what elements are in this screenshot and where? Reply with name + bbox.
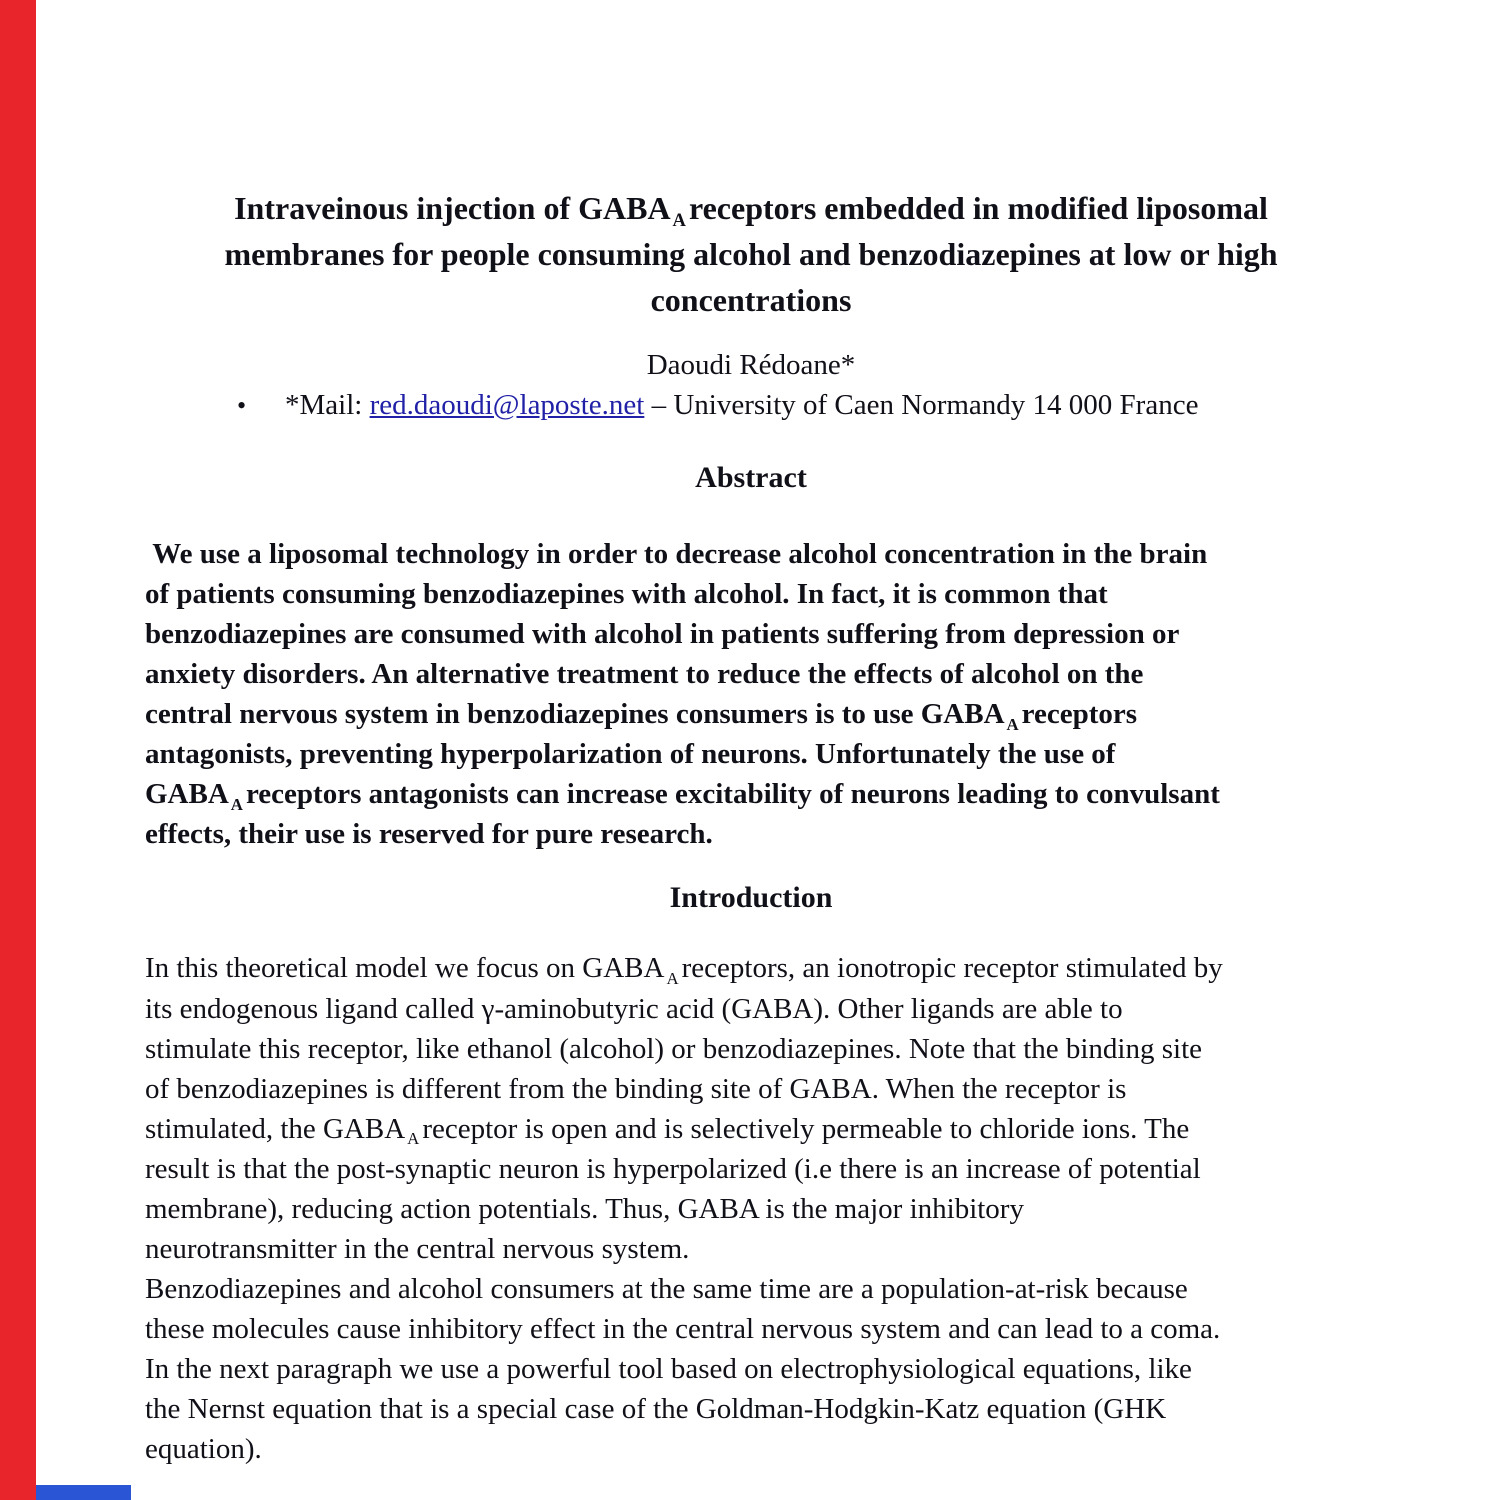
bullet-marker: • bbox=[237, 391, 247, 420]
text-line bbox=[145, 1029, 1357, 1069]
text-run: *Mail: bbox=[285, 389, 370, 421]
text-line bbox=[145, 774, 1357, 814]
text-run: benzodiazepines are consumed with alcohol in patients suffering from depression or bbox=[145, 618, 1180, 650]
text-line bbox=[145, 1109, 1357, 1149]
text-run: equation). bbox=[145, 1432, 262, 1465]
text-run: receptors embedded in modified liposomal bbox=[688, 190, 1268, 226]
text-line bbox=[145, 574, 1357, 614]
text-run: central nervous system in benzodiazepines consumers is to use GABA bbox=[145, 698, 1005, 730]
subscript: A bbox=[230, 794, 243, 814]
text-run: neurotransmitter in the central nervous system. bbox=[145, 1232, 690, 1265]
text-line bbox=[145, 814, 1357, 854]
introduction-paragraph bbox=[145, 948, 1357, 1468]
text-run: receptors bbox=[1021, 698, 1138, 730]
text-line bbox=[145, 534, 1357, 574]
text-run: Benzodiazepines and alcohol consumers at the same time are a population-at-risk because bbox=[145, 1272, 1188, 1305]
text-run: of benzodiazepines is different from the binding site of GABA. When the receptor is bbox=[145, 1072, 1127, 1105]
text-run: receptors, an ionotropic receptor stimulated by bbox=[681, 952, 1223, 985]
text-run: effects, their use is reserved for pure research. bbox=[145, 818, 713, 851]
paper-content bbox=[145, 185, 1357, 1469]
text-run: stimulated, the GABA bbox=[145, 1112, 406, 1145]
text-line bbox=[145, 734, 1357, 774]
abstract-paragraph bbox=[145, 534, 1357, 854]
text-line bbox=[145, 1309, 1357, 1349]
text-run: its endogenous ligand called γ-aminobutyric acid (GABA). Other ligands are able to bbox=[145, 992, 1123, 1025]
text-run: concentrations bbox=[650, 282, 852, 318]
subscript: A bbox=[672, 210, 686, 232]
text-line bbox=[145, 1149, 1357, 1189]
subscript: A bbox=[1006, 714, 1019, 734]
text-run: We use a liposomal technology in order to decrease alcohol concentration in the brain bbox=[145, 538, 1208, 570]
text-line bbox=[145, 989, 1357, 1029]
text-line bbox=[145, 614, 1357, 654]
text-line bbox=[145, 1429, 1357, 1469]
text-run: result is that the post-synaptic neuron is hyperpolarized (i.e there is an increase of potential bbox=[145, 1152, 1201, 1185]
text-line bbox=[145, 277, 1357, 323]
author-name: Daoudi Rédoane* bbox=[646, 349, 856, 381]
text-line bbox=[145, 1349, 1357, 1389]
text-run: receptor is open and is selectively permeable to chloride ions. The bbox=[422, 1112, 1190, 1145]
text-run: receptors antagonists can increase excitability of neurons leading to convulsant bbox=[245, 778, 1220, 811]
text-run: anxiety disorders. An alternative treatment to reduce the effects of alcohol on the bbox=[145, 658, 1144, 690]
text-line bbox=[145, 654, 1357, 694]
text-run: of patients consuming benzodiazepines with alcohol. In fact, it is common that bbox=[145, 578, 1108, 610]
text-run: membranes for people consuming alcohol and benzodiazepines at low or high bbox=[224, 236, 1278, 272]
page-title bbox=[145, 185, 1357, 323]
email-link[interactable]: red.daoudi@laposte.net bbox=[369, 389, 645, 421]
text-line bbox=[145, 694, 1357, 734]
text-run: In this theoretical model we focus on GABA bbox=[145, 952, 665, 985]
text-line bbox=[145, 1269, 1357, 1309]
text-line bbox=[145, 948, 1357, 988]
mail-text bbox=[285, 385, 1198, 425]
text-run: – University of Caen Normandy 14 000 France bbox=[644, 389, 1199, 421]
text-line bbox=[285, 385, 1198, 425]
introduction-heading: Introduction bbox=[669, 881, 833, 915]
text-run: GABA bbox=[145, 778, 229, 811]
text-line bbox=[145, 185, 1357, 231]
bottom-accent-bar bbox=[36, 1485, 131, 1500]
subscript: A bbox=[407, 1129, 420, 1149]
text-run: In the next paragraph we use a powerful tool based on electrophysiological equations, like bbox=[145, 1352, 1192, 1385]
text-line bbox=[145, 1069, 1357, 1109]
text-run: membrane), reducing action potentials. Thus, GABA is the major inhibitory bbox=[145, 1192, 1024, 1225]
text-run: antagonists, preventing hyperpolarization of neurons. Unfortunately the use of bbox=[145, 738, 1116, 771]
author-mail-line bbox=[145, 385, 1357, 426]
text-run: the Nernst equation that is a special case of the Goldman-Hodgkin-Katz equation (GHK bbox=[145, 1392, 1167, 1425]
subscript: A bbox=[666, 969, 679, 989]
text-run: stimulate this receptor, like ethanol (alcohol) or benzodiazepines. Note that the binding site bbox=[145, 1032, 1203, 1065]
text-line bbox=[145, 1229, 1357, 1269]
text-run: these molecules cause inhibitory effect in the central nervous system and can lead to a coma. bbox=[145, 1312, 1221, 1345]
text-line bbox=[145, 231, 1357, 277]
text-run: Intraveinous injection of GABA bbox=[234, 190, 671, 226]
text-line bbox=[145, 1389, 1357, 1429]
left-accent-bar bbox=[0, 0, 36, 1500]
text-line bbox=[145, 1189, 1357, 1229]
abstract-heading: Abstract bbox=[695, 461, 807, 494]
